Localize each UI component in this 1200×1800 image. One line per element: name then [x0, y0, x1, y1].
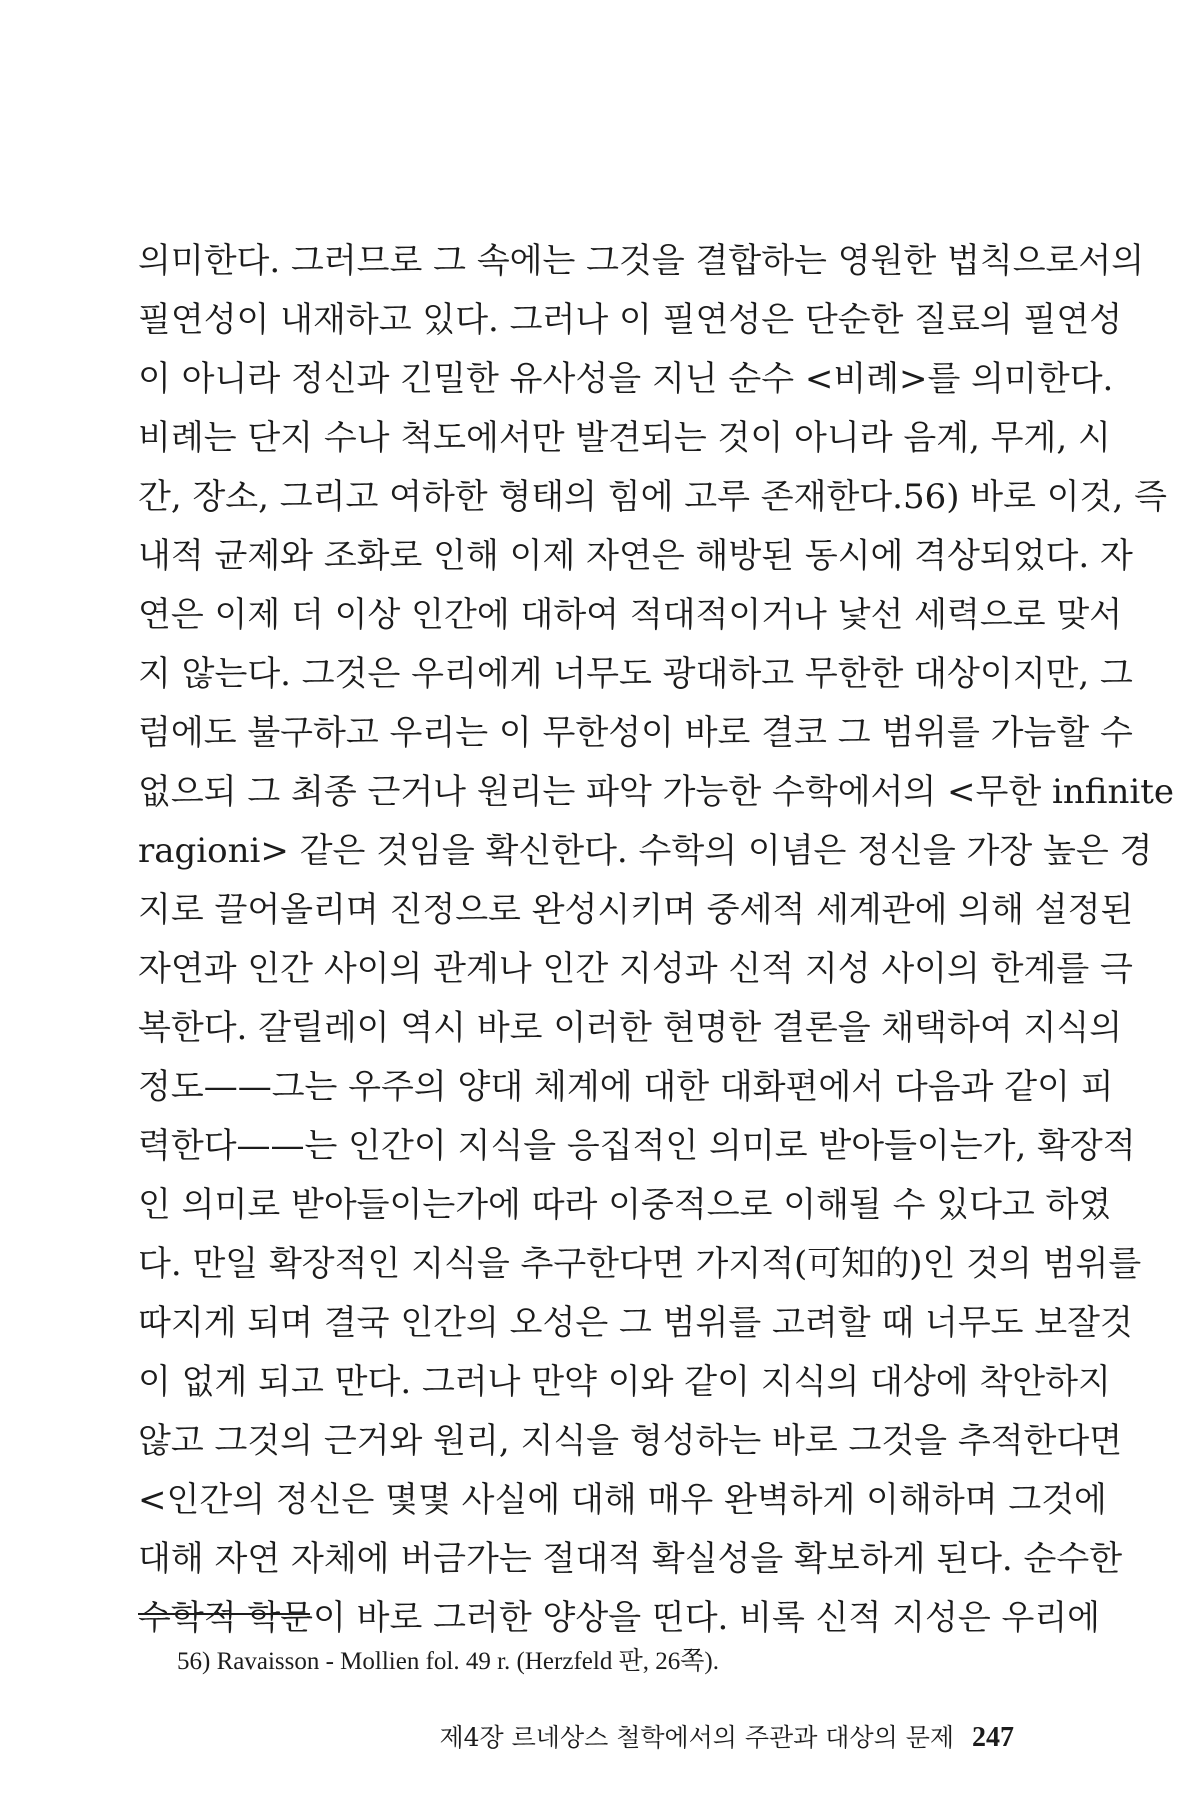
text-line: 없으되 그 최종 근거나 원리는 파악 가능한 수학에서의 <무한 infinite	[138, 772, 1175, 812]
text-line: 자연과 인간 사이의 관계나 인간 지성과 신적 지성 사이의 한계를 극	[138, 949, 1133, 989]
text-line: 지 않는다. 그것은 우리에게 너무도 광대하고 무한한 대상이지만, 그	[138, 654, 1133, 694]
text-line: 대해 자연 자체에 버금가는 절대적 확실성을 확보하게 된다. 순수한	[138, 1539, 1123, 1579]
text-line: 필연성이 내재하고 있다. 그러나 이 필연성은 단순한 질료의 필연성	[138, 300, 1123, 340]
text-line: 의미한다. 그러므로 그 속에는 그것을 결합하는 영원한 법칙으로서의	[138, 241, 1145, 281]
text-line: 이 없게 되고 만다. 그러나 만약 이와 같이 지식의 대상에 착안하지	[138, 1362, 1111, 1402]
text-line: 내적 균제와 조화로 인해 이제 자연은 해방된 동시에 격상되었다. 자	[138, 536, 1133, 576]
text-line: 비례는 단지 수나 척도에서만 발견되는 것이 아니라 음계, 무게, 시	[138, 418, 1111, 458]
text-line: 수학적 학문이 바로 그러한 양상을 띤다. 비록 신적 지성은 우리에	[138, 1598, 1101, 1638]
text-line: 력한다——는 인간이 지식을 응집적인 의미로 받아들이는가, 확장적	[138, 1126, 1136, 1166]
text-line: 따지게 되며 결국 인간의 오성은 그 범위를 고려할 때 너무도 보잘것	[138, 1303, 1133, 1343]
text-line: <인간의 정신은 몇몇 사실에 대해 매우 완벽하게 이해하며 그것에	[138, 1480, 1107, 1520]
footnote: 56) Ravaisson - Mollien fol. 49 r. (Herzfeld 판, 26쪽).	[177, 1648, 719, 1675]
footnote-divider	[138, 1613, 310, 1615]
body-text	[138, 232, 1175, 1648]
text-line: 않고 그것의 근거와 원리, 지식을 형성하는 바로 그것을 추적한다면	[138, 1421, 1123, 1461]
text-line: 인 의미로 받아들이는가에 따라 이중적으로 이해될 수 있다고 하였	[138, 1185, 1112, 1225]
text-line: 정도——그는 우주의 양대 체계에 대한 대화편에서 다음과 같이 피	[138, 1067, 1114, 1107]
text-line: 연은 이제 더 이상 인간에 대하여 적대적이거나 낯선 세력으로 맞서	[138, 595, 1123, 635]
text-line: 복한다. 갈릴레이 역시 바로 이러한 현명한 결론을 채택하여 지식의	[138, 1008, 1123, 1048]
chapter-title: 제4장 르네상스 철학에서의 주관과 대상의 문제	[439, 1723, 954, 1752]
running-footer	[440, 1718, 1015, 1758]
page-number: 247	[972, 1722, 1014, 1753]
text-line: 간, 장소, 그리고 여하한 형태의 힘에 고루 존재한다.56) 바로 이것, 즉	[138, 477, 1167, 517]
text-line: 다. 만일 확장적인 지식을 추구한다면 가지적(可知的)인 것의 범위를	[138, 1244, 1142, 1284]
text-line: 지로 끌어올리며 진정으로 완성시키며 중세적 세계관에 의해 설정된	[138, 890, 1134, 930]
text-line: ragioni> 같은 것임을 확신한다. 수학의 이념은 정신을 가장 높은 경	[138, 831, 1153, 871]
text-line: 럼에도 불구하고 우리는 이 무한성이 바로 결코 그 범위를 가늠할 수	[138, 713, 1133, 753]
text-line: 이 아니라 정신과 긴밀한 유사성을 지닌 순수 <비례>를 의미한다.	[138, 359, 1114, 399]
